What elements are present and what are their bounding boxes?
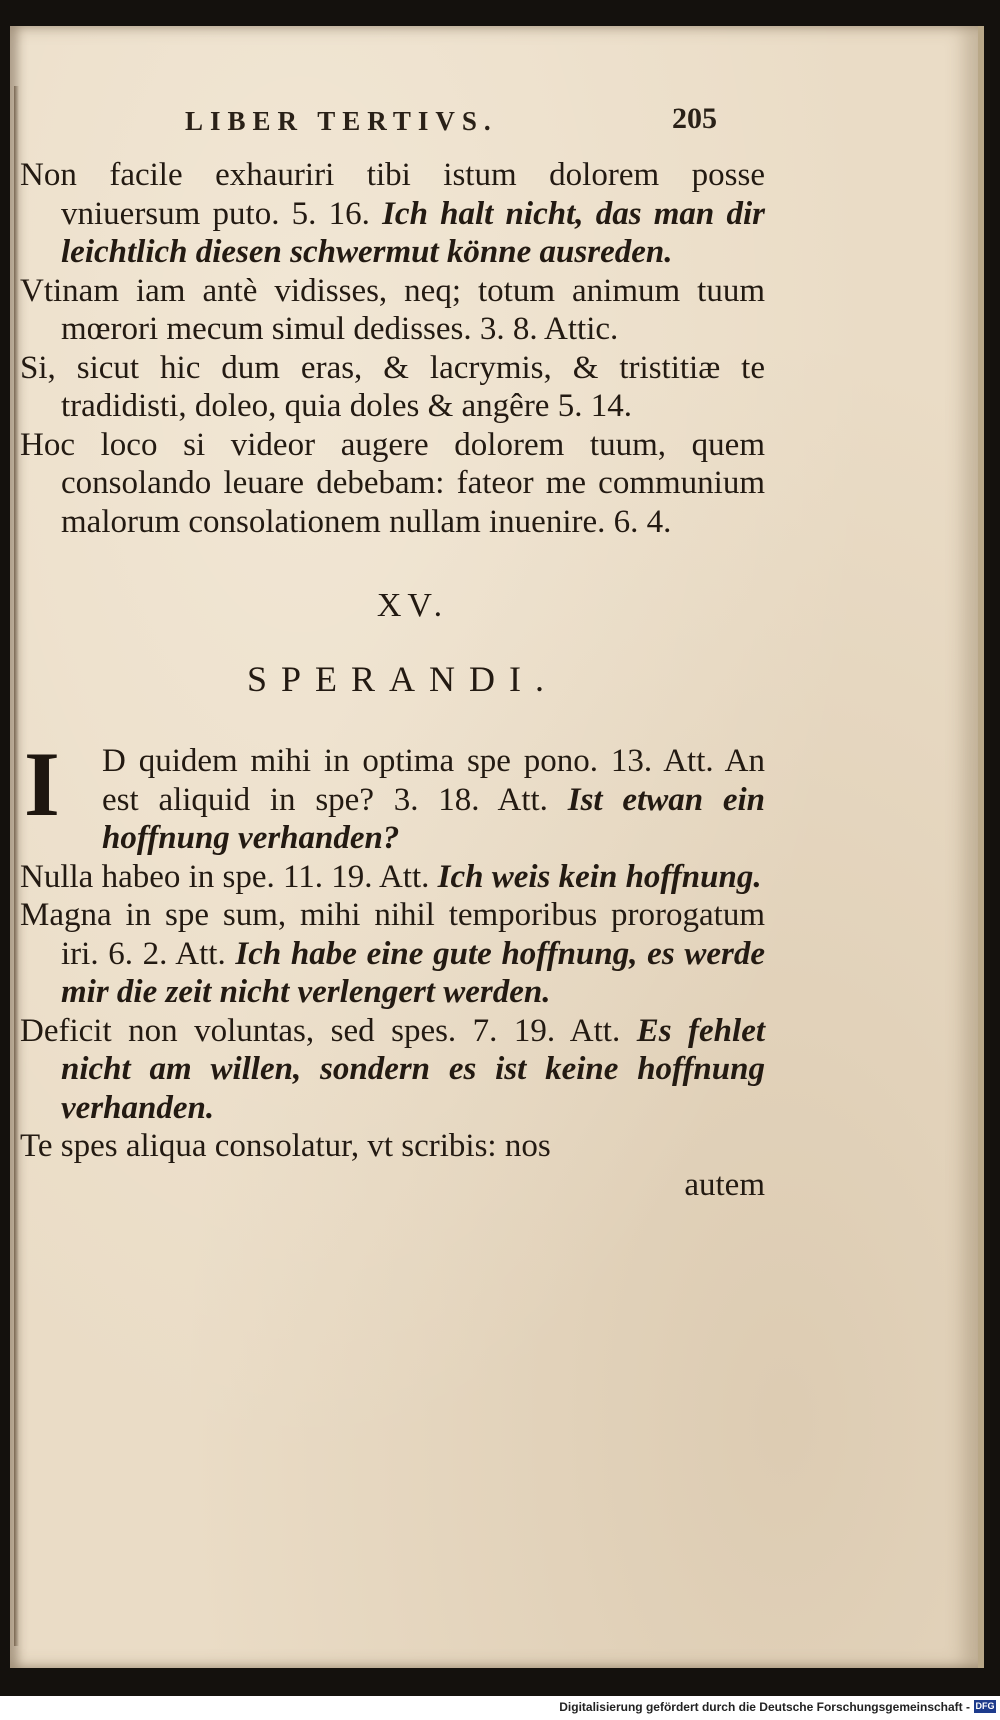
entry [61,742,765,858]
latin-text: Hoc loco si videor augere dolorem tuum, quem consolando leuare debebam: fateor me communium malorum consolationem nullam inuenire. 6. 4. [20,426,765,540]
text-block [20,156,765,1204]
german-translation: Ich weis kein hoffnung. [437,858,762,895]
entry [20,156,765,272]
entry [20,1012,765,1128]
running-head [10,102,978,146]
latin-text: Nulla habeo in spe. 11. 19. Att. [20,858,430,895]
german-translation: Ich habe eine gute hoffnung, es werde mir die zeit nicht verlengert werden. [61,935,765,1010]
funding-credit: Digitalisierung gefördert durch die Deutsche Forschungsgemeinschaft - [559,1700,970,1714]
section-body [20,733,766,1204]
entry [20,349,765,426]
book-page [10,26,984,1668]
latin-text: Non facile exhauriri tibi istum dolorem posse vniuersum puto. 5. 16. [20,157,765,232]
page-number: 205 [672,102,717,135]
latin-text: Te spes aliqua consolatur, vt scribis: nos [20,1128,551,1164]
german-translation: Es fehlet nicht am willen, sondern es ist keine hoffnung verhanden. [61,1012,766,1126]
entry [20,272,765,349]
german-translation: Ist etwan ein hoffnung verhanden? [102,781,766,856]
digitization-footer [0,1696,1000,1720]
latin-text: Vtinam iam antè vidisses, neq; totum animum tuum mœrori mecum simul dedisses. 3. 8. Attic. [20,272,765,347]
running-title: LIBER TERTIVS. [185,106,498,136]
latin-text: D quidem mihi in optima spe pono. 13. Att. An est aliquid in spe? 3. 18. Att. [102,743,765,818]
section-title: SPERANDI. [246,658,559,699]
latin-text: Deficit non voluntas, sed spes. 7. 19. Att. [20,1012,621,1049]
drop-cap-initial: I [24,733,60,835]
first-entry [20,733,766,858]
entry [20,896,765,1012]
entry [20,858,765,897]
german-translation: Ich halt nicht, das man dir leichtlich diesen schwermut könne ausreden. [61,195,765,270]
entry [20,1127,765,1166]
catchword: autem [684,1166,765,1203]
latin-text: Magna in spe sum, mihi nihil temporibus prorogatum iri. 6. 2. Att. [20,897,765,972]
dfg-logo: DFG [975,1701,995,1711]
page-gutter-shadow [14,86,19,1646]
section-number: XV. [376,587,449,624]
entry [20,426,765,542]
latin-text: Si, sicut hic dum eras, & lacrymis, & tristitiæ te tradidisti, doleo, quia doles & angêre 5. 14. [20,349,765,424]
